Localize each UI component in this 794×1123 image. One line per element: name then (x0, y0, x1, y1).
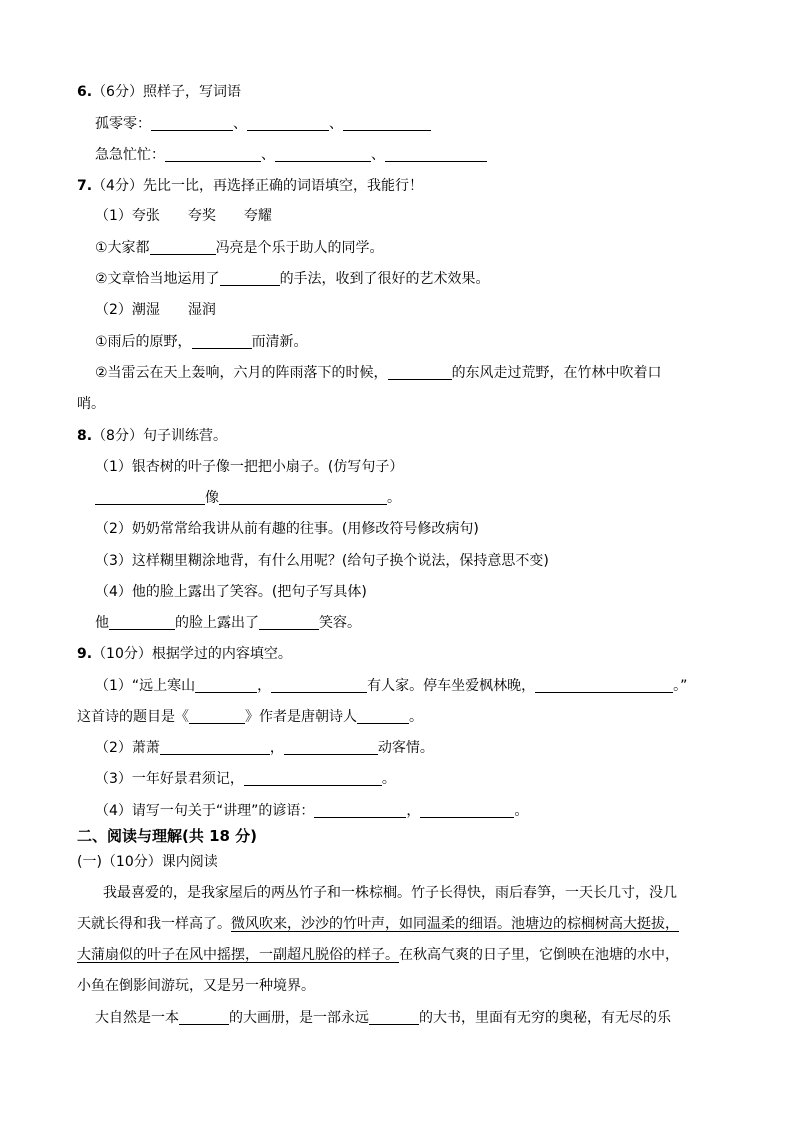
sentence-text: 的脸上露出了 (175, 615, 259, 631)
sentence-text: 。 (381, 771, 396, 787)
q7-number: 7. (77, 178, 93, 194)
passage-line-5 (95, 1009, 671, 1027)
q8-i4-blank-2[interactable] (259, 615, 319, 630)
q6-separator: 、 (371, 147, 385, 163)
passage-blank-2[interactable] (369, 1010, 419, 1025)
q8-item-4: （4）他的脸上露出了笑容。(把句子写具体) (95, 584, 367, 600)
q8-title-line (77, 427, 227, 445)
q8-item-3: （3）这样糊里糊涂地背，有什么用呢？(给句子换个说法，保持意思不变) (95, 553, 549, 569)
q6-number: 6. (77, 84, 93, 100)
q9-i4-blank-2[interactable] (420, 803, 514, 818)
q6-row1-blank-3[interactable] (343, 116, 431, 131)
passage-text: 在秋高气爽的日子里，它倒映在池塘的水中， (399, 947, 679, 963)
sentence-text: ②当雷云在天上轰响，六月的阵雨落下的时候， (95, 365, 388, 381)
sentence-text: ①雨后的原野， (95, 334, 192, 350)
q7-part2-words: （2）潮湿 湿润 (95, 302, 216, 318)
sentence-text: ， (257, 678, 272, 694)
passage-line-3 (77, 946, 679, 964)
sentence-text: 像 (205, 490, 219, 506)
q8-item-1-answer (95, 489, 401, 507)
q9-i4-blank-1[interactable] (314, 803, 406, 818)
sentence-text: 这首诗的题目是《 (77, 709, 189, 725)
sentence-text: 有人家。停车坐爱枫林晚， (367, 678, 536, 694)
passage-text: 大自然是一本 (95, 1010, 179, 1026)
q8-i4-blank-1[interactable] (109, 615, 175, 630)
sentence-text: （4）请写一句关于“讲理”的谚语： (95, 803, 315, 819)
q9-i2-blank-2[interactable] (284, 740, 378, 755)
passage-underlined-text: 微风吹来，沙沙的竹叶声，如同温柔的细语。池塘边的棕榈树高大挺拔， (231, 916, 679, 932)
q7-score: （4分） (92, 178, 143, 194)
sentence-text: （1）“远上寒山 (95, 678, 196, 694)
sentence-text: 。 (387, 490, 401, 506)
q7-p1-s2-blank[interactable] (220, 271, 280, 286)
sentence-text: 而清新。 (251, 334, 308, 350)
q8-i1-blank-2[interactable] (219, 490, 387, 505)
q9-title-line (77, 645, 292, 663)
q6-score: （6分） (92, 84, 143, 100)
q6-row2-blank-1[interactable] (165, 147, 261, 162)
sentence-text: ， (406, 803, 421, 819)
q9-i1-blank-1[interactable] (195, 678, 257, 693)
sentence-text: 》作者是唐朝诗人 (245, 709, 357, 725)
q7-part1-sentence-1 (95, 239, 384, 257)
sentence-text: 他 (95, 615, 109, 631)
q6-row-2 (95, 146, 487, 164)
q7-title-line (77, 177, 423, 195)
q7-title: 先比一比，再选择正确的词语填空，我能行！ (142, 178, 423, 194)
q6-row2-blank-3[interactable] (385, 147, 487, 162)
q8-item-2: （2）奶奶常常给我讲从前有趣的往事。(用修改符号修改病句) (95, 521, 479, 537)
q7-part1-sentence-2 (95, 270, 490, 288)
sentence-text: ， (269, 740, 284, 756)
q7-p2-s1-blank[interactable] (192, 334, 252, 349)
sentence-text: ②文章恰当地运用了 (95, 271, 220, 287)
sentence-text: 的手法，收到了很好的艺术效果。 (279, 271, 490, 287)
q6-separator: 、 (329, 116, 343, 132)
sentence-text: 笑容。 (319, 615, 361, 631)
q9-i1-poet-blank[interactable] (357, 709, 409, 724)
passage-line-2 (77, 915, 679, 933)
passage-text: 天就长得和我一样高了。 (77, 916, 231, 932)
q9-title: 根据学过的内容填空。 (151, 646, 292, 662)
q8-item-4-answer (95, 614, 361, 632)
sentence-text: 。” (673, 678, 688, 694)
q9-item-1 (95, 677, 687, 695)
q7-part2-sentence-2 (95, 364, 662, 382)
q7-part1-words: （1）夸张 夸奖 夸耀 (95, 208, 272, 224)
q6-row2-label: 急急忙忙： (95, 147, 165, 163)
q7-part2-sentence-2-cont: 哨。 (77, 396, 105, 412)
section-2-heading: 二、阅读与理解(共 18 分) (77, 827, 258, 845)
q6-row1-label: 孤零零： (95, 116, 151, 132)
q9-i1-blank-3[interactable] (535, 678, 673, 693)
q8-title: 句子训练营。 (142, 428, 227, 444)
sentence-text: 的东风走过荒野，在竹林中吹着口 (451, 365, 662, 381)
q6-title: 照样子，写词语 (142, 84, 241, 100)
q9-item-4 (95, 802, 528, 820)
q6-separator: 、 (261, 147, 275, 163)
passage-text: 的大书，里面有无穷的奥秘，有无尽的乐 (419, 1010, 671, 1026)
sentence-text: ①大家都 (95, 240, 150, 256)
q9-item-3 (95, 770, 396, 788)
sentence-text: 。 (409, 709, 423, 725)
q9-i1-title-blank[interactable] (189, 709, 245, 724)
q8-i1-blank-1[interactable] (95, 490, 205, 505)
passage-line-4: 小鱼在倒影间游玩，又是另一种境界。 (77, 978, 315, 994)
q9-i1-blank-2[interactable] (271, 678, 367, 693)
q6-row1-blank-2[interactable] (247, 116, 329, 131)
sentence-text: （2）萧萧 (95, 740, 160, 756)
q8-item-1: （1）银杏树的叶子像一把把小扇子。(仿写句子） (95, 459, 404, 475)
q7-p1-s1-blank[interactable] (150, 240, 216, 255)
passage-underlined-text: 大蒲扇似的叶子在风中摇摆，一副超凡脱俗的样子。 (77, 947, 399, 963)
q9-number: 9. (77, 646, 93, 662)
passage-line-1: 我最喜爱的，是我家屋后的两丛竹子和一株棕榈。竹子长得快，雨后春笋，一天长几寸，没几 (103, 885, 677, 901)
q6-row2-blank-2[interactable] (275, 147, 371, 162)
sentence-text: 冯亮是个乐于助人的同学。 (215, 240, 384, 256)
section-2-subheading: (一)（10分）课内阅读 (77, 854, 218, 870)
passage-blank-1[interactable] (179, 1010, 229, 1025)
q6-title-line (77, 83, 241, 101)
q9-score: （10分） (92, 646, 152, 662)
q6-separator: 、 (233, 116, 247, 132)
sentence-text: （3）一年好景君须记， (95, 771, 244, 787)
q6-row-1 (95, 115, 431, 133)
q8-score: （8分） (92, 428, 143, 444)
q9-i2-blank-1[interactable] (160, 740, 270, 755)
q6-row1-blank-1[interactable] (151, 116, 233, 131)
q8-number: 8. (77, 428, 93, 444)
q9-i3-blank[interactable] (244, 771, 382, 786)
q9-item-1-cont (77, 708, 423, 726)
q7-p2-s2-blank[interactable] (388, 365, 452, 380)
q9-item-2 (95, 739, 434, 757)
sentence-text: 。 (514, 803, 529, 819)
q7-part2-sentence-1 (95, 333, 308, 351)
sentence-text: 动客情。 (377, 740, 434, 756)
passage-text: 的大画册，是一部永远 (229, 1010, 369, 1026)
